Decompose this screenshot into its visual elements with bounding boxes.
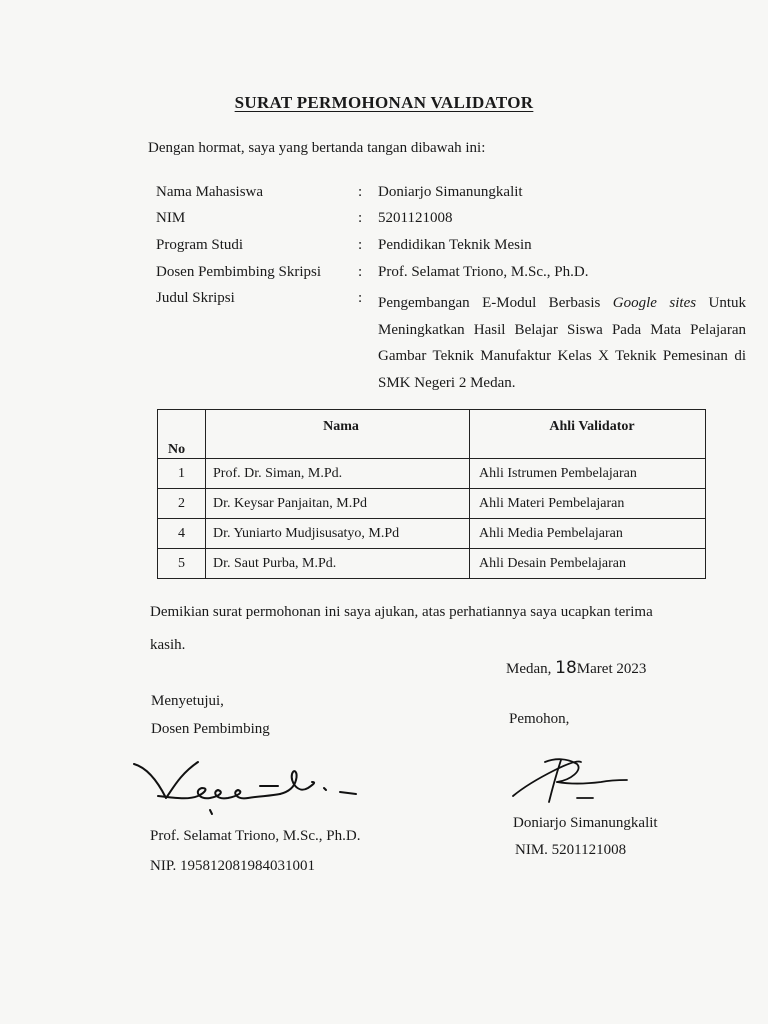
info-value: Pendidikan Teknik Mesin (378, 237, 532, 253)
letter-title: SURAT PERMOHONAN VALIDATOR (234, 93, 534, 112)
cell-no: 4 (158, 519, 206, 549)
thesis-title-part: Untuk (708, 295, 747, 311)
student-nim: NIM. 5201121008 (515, 842, 627, 858)
info-colon: : (358, 184, 363, 200)
info-value: Prof. Selamat Triono, M.Sc., Ph.D. (378, 264, 589, 280)
cell-ahli: Ahli Desain Pembelajaran (470, 549, 706, 579)
place-date-day: 18 (555, 658, 577, 678)
header-ahli: Ahli Validator (470, 410, 706, 459)
cell-ahli: Ahli Media Pembelajaran (470, 519, 706, 549)
info-label: Nama Mahasiswa (156, 184, 264, 200)
place-date-suffix: Maret 2023 (576, 661, 647, 677)
cell-no: 5 (158, 549, 206, 579)
thesis-title-line (378, 290, 746, 317)
info-label: Dosen Pembimbing Skripsi (156, 264, 322, 280)
cell-nama: Prof. Dr. Siman, M.Pd. (206, 459, 470, 489)
table-row (158, 519, 706, 549)
cell-nama: Dr. Yuniarto Mudjisusatyo, M.Pd (206, 519, 470, 549)
info-colon: : (358, 290, 363, 306)
cell-ahli: Ahli Istrumen Pembelajaran (470, 459, 706, 489)
cell-no: 1 (158, 459, 206, 489)
cell-no: 2 (158, 489, 206, 519)
header-nama: Nama (206, 410, 470, 459)
validator-table (157, 409, 706, 579)
table-row (158, 459, 706, 489)
advisor-role-label: Dosen Pembimbing (151, 721, 270, 737)
info-value: Doniarjo Simanungkalit (378, 184, 523, 200)
intro-text: Dengan hormat, saya yang bertanda tangan dibawah ini: (148, 140, 486, 156)
header-no: No (158, 410, 206, 459)
advisor-nip: NIP. 195812081984031001 (150, 858, 316, 874)
info-colon: : (358, 264, 363, 280)
info-colon: : (358, 237, 363, 253)
table-row (158, 489, 706, 519)
cell-nama: Dr. Keysar Panjaitan, M.Pd (206, 489, 470, 519)
advisor-signature (128, 752, 368, 822)
student-name: Doniarjo Simanungkalit (513, 815, 658, 831)
info-label: Judul Skripsi (156, 290, 235, 306)
info-colon: : (358, 210, 363, 226)
advisor-name: Prof. Selamat Triono, M.Sc., Ph.D. (150, 828, 361, 844)
info-label: Program Studi (156, 237, 244, 253)
info-label: NIM (156, 210, 186, 226)
thesis-title-line: Gambar Teknik Manufaktur Kelas X Teknik Pemesinan di (378, 348, 746, 364)
thesis-title-line: Meningkatkan Hasil Belajar Siswa Pada Mata Pelajaran (378, 321, 746, 338)
cell-nama: Dr. Saut Purba, M.Pd. (206, 549, 470, 579)
closing-text: Demikian surat permohonan ini saya ajukan, atas perhatiannya saya ucapkan terima kasih. (150, 604, 653, 653)
table-header-row (158, 410, 706, 459)
info-value: 5201121008 (378, 210, 453, 226)
thesis-title-part: Pengembangan E-Modul Berbasis (378, 295, 601, 311)
applicant-signature (505, 750, 635, 810)
thesis-title-italic: Google sites (612, 295, 697, 311)
approval-label: Menyetujui, (151, 693, 224, 709)
cell-ahli: Ahli Materi Pembelajaran (470, 489, 706, 519)
table-row (158, 549, 706, 579)
place-date (506, 658, 646, 678)
place-date-prefix: Medan, (506, 661, 556, 677)
applicant-label: Pemohon, (509, 711, 570, 727)
thesis-title (378, 290, 746, 396)
thesis-title-line: SMK Negeri 2 Medan. (378, 374, 516, 391)
